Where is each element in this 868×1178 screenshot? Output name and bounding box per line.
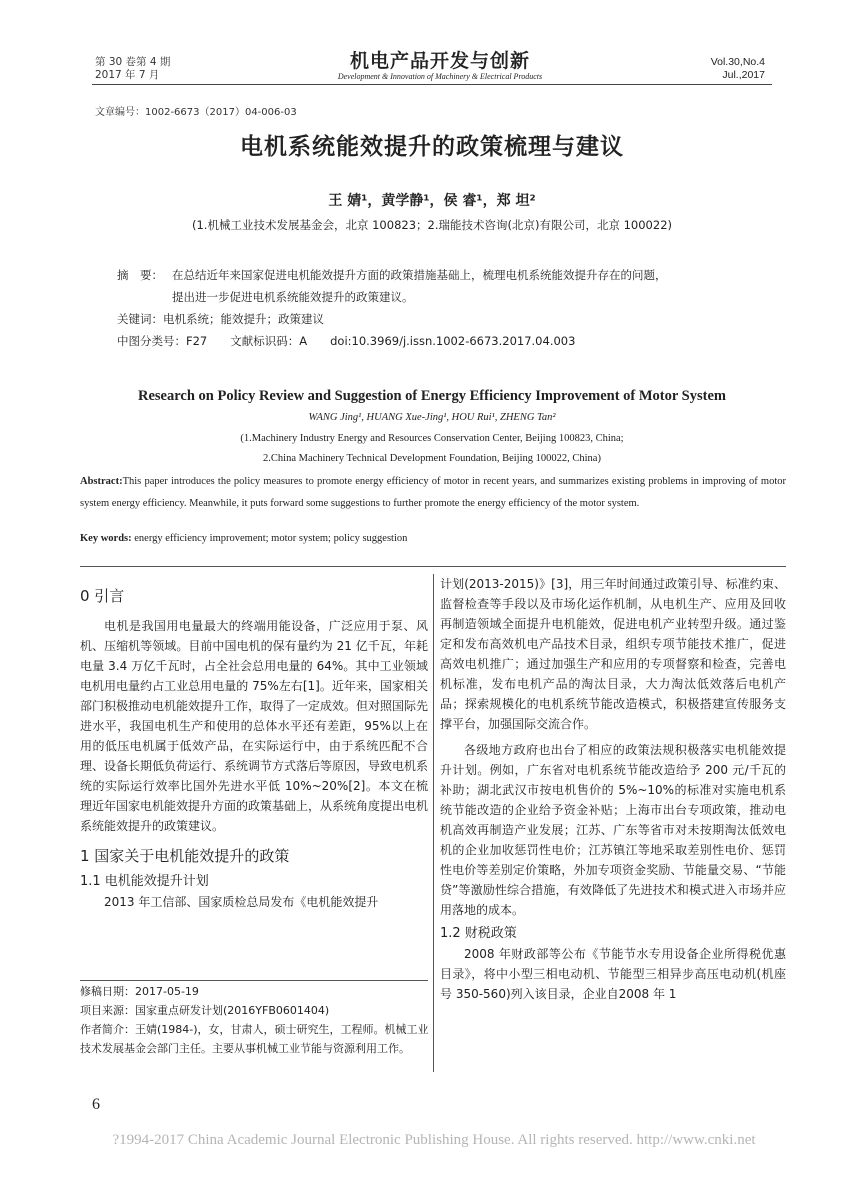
section-1-heading: 1 国家关于电机能效提升的政策 <box>80 847 290 865</box>
abstract-en: Abstract:This paper introduces the policy measures to promote energy efficiency of motor in recent years, and summarizes existing problems in improving of motor system energy efficiency. Meanwhile, it puts forward some suggestions to further promote the energy efficiency of the motor system. <box>80 476 786 509</box>
authors-cn: 王 婧¹，黄学静¹，侯 睿¹，郑 坦² <box>328 193 536 209</box>
affiliation-en-1: (1.Machinery Industry Energy and Resources Conservation Center, Beijing 100823, China; <box>240 433 624 444</box>
classification: 中图分类号：F27 文献标识码：A doi:10.3969/j.issn.1002-6673.2017.04.003 <box>117 334 576 348</box>
affiliation-cn: (1.机械工业技术发展基金会，北京 100823；2.瑞能技术咨询(北京)有限公司，北京 100022) <box>192 218 672 232</box>
right-paragraph-2: 各级地方政府也出台了相应的政策法规积极落实电机能效提升计划。例如，广东省对电机系统节能改造给予 200 元/千瓦的补助；湖北武汉市按电机售价的 5%~10%的标准对实施电机系统节能改造的企业给予资金补贴；上海市出台专项政策，推动电机高效再制造产业发展；江苏、广东等省市对未按期淘汰低效电机的企业加收惩罚性电价；江苏镇江等地采取差别性电价、惩罚性电价等差别定价策略，外加专项资金奖励、节能量交易、“节能贷”等激励性综合措施，有效降低了先进技术和模式进入市场并应用落地的成本。 <box>440 743 786 917</box>
keywords-en: Key words: energy efficiency improvement; motor system; policy suggestion <box>80 533 408 544</box>
paper-title-cn: 电机系统能效提升的政策梳理与建议 <box>240 134 624 160</box>
header-rule <box>92 84 772 85</box>
section-1-2-heading: 1.2 财税政策 <box>440 926 517 941</box>
journal-name: 机电产品开发与创新 Development & Innovation of Machinery & Electrical Products <box>337 50 543 81</box>
section-1-1-heading: 1.1 电机能效提升计划 <box>80 874 209 889</box>
section-rule <box>80 566 786 567</box>
authors-en: WANG Jing¹, HUANG Xue-Jing¹, HOU Rui¹, ZHENG Tan² <box>308 412 556 423</box>
section-1-1-paragraph: 2013 年工信部、国家质检总局发布《电机能效提升 <box>104 895 379 909</box>
affiliation-en-2: 2.China Machinery Technical Development Foundation, Beijing 100022, China) <box>263 453 601 464</box>
issue-info-en: Vol.30,No.4 Jul.,2017 <box>710 56 765 81</box>
right-paragraph-1: 计划(2013-2015)》[3]，用三年时间通过政策引导、标准约束、监督检查等手段以及市场化运作机制，从电机生产、应用及回收再制造领域全面提升电机能效，促进电机产业转型升级。通过鉴定和发布高效机电产品技术目录，组织专项节能技术推广，促进高效电机推广；通过加强生产和应用的专项督察和检查，完善电机标准，发布电机产品的淘汰目录，大力淘汰低效落后电机产品；探索规模化的电机系统节能改造模式，积极搭建宣传服务支撑平台，加强国际交流合作。 <box>440 577 786 731</box>
copyright-footer: ?1994-2017 China Academic Journal Electronic Publishing House. All rights reserved. http://www.cnki.net <box>112 1132 756 1148</box>
section-0-heading: 0 引言 <box>80 587 125 605</box>
right-column <box>440 574 786 1004</box>
left-column <box>80 586 428 912</box>
column-divider <box>433 574 434 1072</box>
keywords-cn: 关键词：电机系统；能效提升；政策建议 <box>117 312 324 326</box>
intro-paragraph: 电机是我国用电量最大的终端用能设备，广泛应用于泵、风机、压缩机等领域。目前中国电机的保有量约为 21 亿千瓦，年耗电量 3.4 万亿千瓦时，占全社会总用电量的 64%。其中工业领域电机用电量约占工业总用电量的 75%左右[1]。近年来，国家相关部门积极推动电机能效提升工作，取得了一定成效。但对照国际先进水平，我国电机生产和使用的总体水平还有差距，95%以上在用的低压电机属于低效产品，在实际运行中，由于系统匹配不合理、设备长期低负荷运行、系统调节方式落后等原因，导致电机系统的实际运行效率比国外先进水平低 10%~20%[2]。本文在梳理近年国家电机能效提升方面的政策基础上，从系统角度提出电机系统能效提升的政策建议。 <box>80 619 429 833</box>
paper-title-en: Research on Policy Review and Suggestion of Energy Efficiency Improvement of Motor System <box>138 388 726 404</box>
footnote-rule <box>80 980 428 981</box>
page-number: 6 <box>92 1096 100 1113</box>
footnote: 修稿日期：2017-05-19 项目来源：国家重点研发计划(2016YFB0601404) 作者简介：王婧(1984-)，女，甘肃人，硕士研究生，工程师。机械工业技术发展基金会部门主任。主要从事机械工业节能与资源利用工作。 <box>80 985 429 1055</box>
article-number: 文章编号：1002-6673（2017）04-006-03 <box>95 107 297 118</box>
right-paragraph-3: 2008 年财政部等公布《节能节水专用设备企业所得税优惠目录》，将中小型三相电动机、节能型三相异步高压电动机(机座号 350-560)列入该目录，企业自2008 年 1 <box>440 947 786 1001</box>
abstract-cn: 摘 要： 在总结近年来国家促进电机能效提升方面的政策措施基础上，梳理电机系统能效提升存在的问题， 提出进一步促进电机系统能效提升的政策建议。 关键词：电机系统；能效提升；政策建议 中图分类号：F27 文献标识码：A doi:10.3969/j.issn.1002-6673.2017.04.003 <box>117 264 772 352</box>
issue-info-cn: 第 30 卷第 4 期 2017 年 7 月 <box>95 56 171 81</box>
